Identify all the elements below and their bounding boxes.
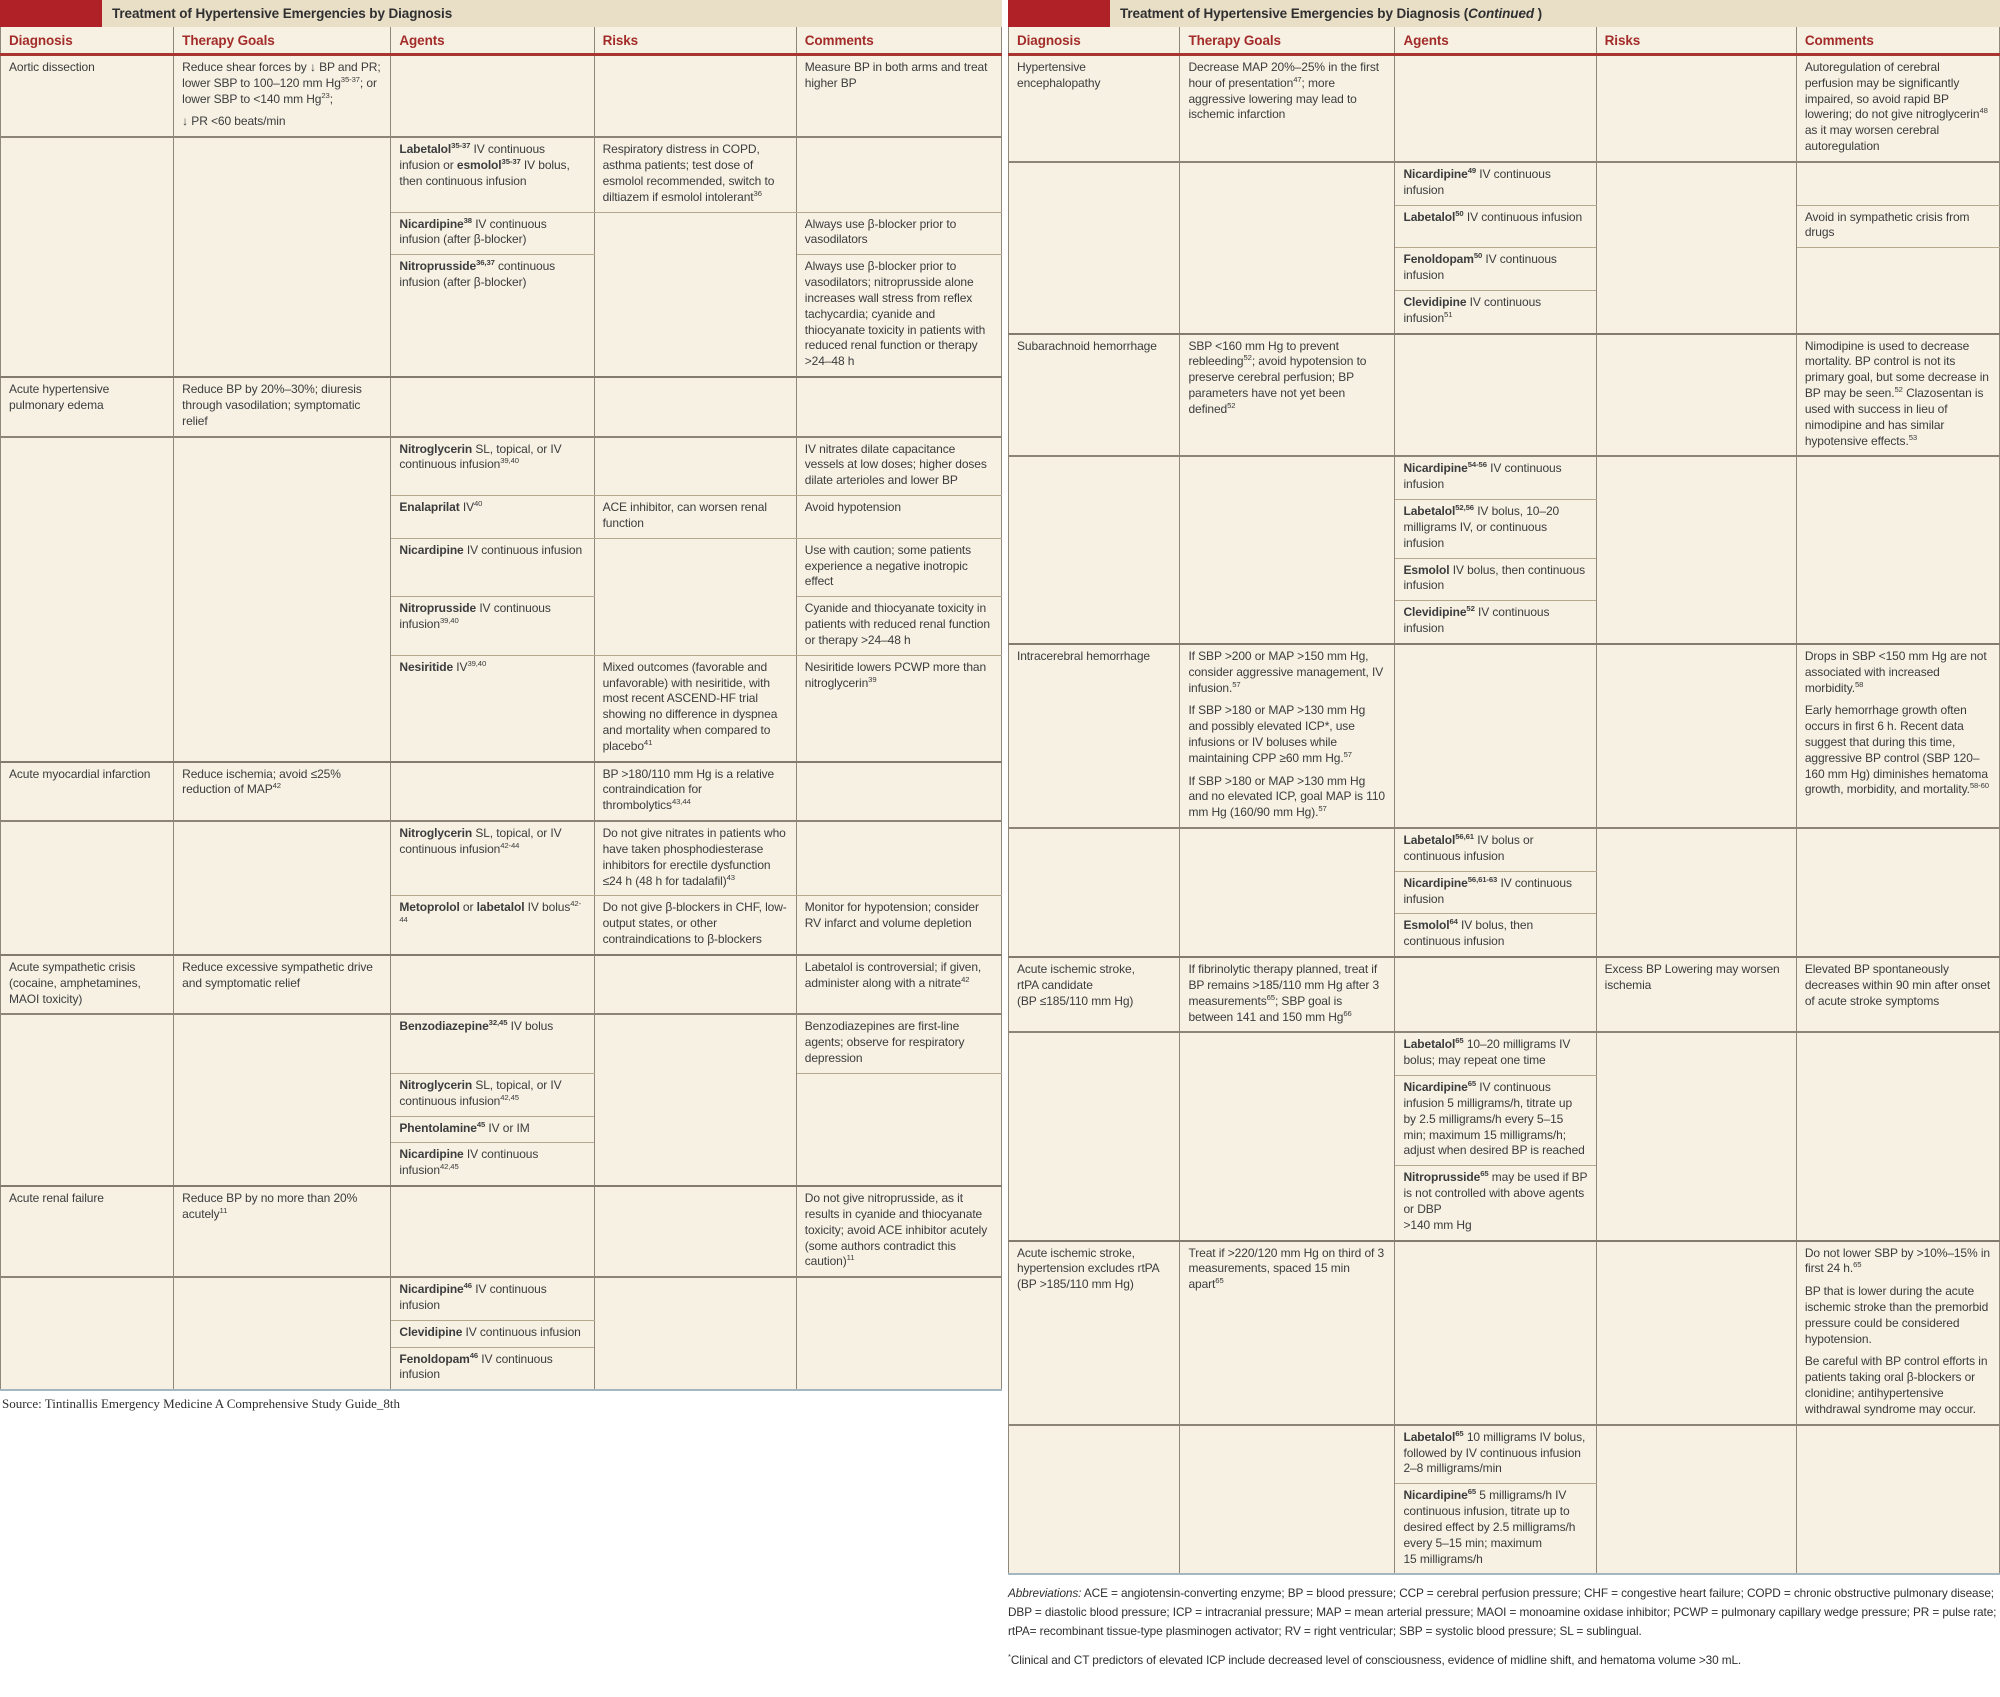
therapy-goals-cell [1180, 456, 1395, 643]
risks-cell [1596, 55, 1796, 162]
diagnosis-cell [1, 1277, 174, 1390]
agents-cell: Labetalol$^{65}$ 10 milligrams IV bolus, followed by IV continuous infusion 2–8 milligrams/min [1395, 1425, 1596, 1484]
agents-cell [391, 762, 594, 821]
agents-cell: Nitroprusside$^{65}$ may be used if BP is not controlled with above agents or DBP >140 mm Hg [1395, 1166, 1596, 1241]
comments-cell: Always use β-blocker prior to vasodilators [796, 212, 1001, 255]
agents-cell: Nicardipine IV continuous infusion$^{42,45}$ [391, 1143, 594, 1186]
agents-cell: Labetalol$^{50}$ IV continuous infusion [1395, 205, 1596, 248]
diagnosis-cell: Hypertensive encephalopathy [1009, 55, 1180, 162]
agent-sub-row [1009, 456, 2000, 499]
therapy-goals-cell: Treat if >220/120 mm Hg on third of 3 measurements, spaced 15 min apart$^{65}$ [1180, 1241, 1395, 1425]
agents-cell: Nicardipine$^{65}$ IV continuous infusion 5 milligrams/h, titrate up by 2.5 milligrams/h every 5–15 min; maximum 15 milligrams/h; adjust when desired BP is reached [1395, 1076, 1596, 1166]
column-header-diagnosis: Diagnosis [1, 27, 174, 55]
therapy-goals-cell [174, 137, 391, 377]
comments-cell: Avoid hypotension [796, 496, 1001, 539]
agents-cell: Clevidipine IV continuous infusion$^{51}$ [1395, 290, 1596, 333]
agents-cell: Nicardipine IV continuous infusion [391, 538, 594, 596]
agent-sub-row [1, 437, 1002, 496]
risks-cell: Do not give nitrates in patients who have taken phosphodiesterase inhibitors for erectile dysfunction ≤24 h (48 h for tadalafil)$^{43}$ [594, 821, 796, 896]
therapy-goals-cell [1180, 162, 1395, 334]
agents-cell: Nicardipine$^{56,61-63}$ IV continuous infusion [1395, 871, 1596, 914]
comments-cell: Autoregulation of cerebral perfusion may be significantly impaired, so avoid rapid BP lowering; do not give nitroglycerin$^{48}$ as it may worsen cerebral autoregulation [1796, 55, 1999, 162]
abbreviations-note: Abbreviations: ACE = angiotensin-converting enzyme; BP = blood pressure; CCP = cerebral perfusion pressure; CHF = congestive heart failure; COPD = chronic obstructive pulmonary disease; DBP = diastolic blood pressure; ICP = intracranial pressure; MAP = mean arterial pressure; MAOI = monoamine oxidase inhibitor; PCWP = pulmonary capillary wedge pressure; PR = pulse rate; rtPA= recombinant tissue-type plasminogen activator; RV = right ventricular; SBP = systolic blood pressure; SL = sublingual. [1008, 1586, 1997, 1639]
agents-cell: Phentolamine$^{45}$ IV or IM [391, 1116, 594, 1143]
risks-cell: Mixed outcomes (favorable and unfavorable) with nesiritide, with most recent ASCEND-HF trial showing no difference in dyspnea and mortality when compared to placebo$^{41}$ [594, 655, 796, 761]
risks-cell [594, 955, 796, 1014]
therapy-goals-cell: Reduce BP by 20%–30%; diuresis through vasodilation; symptomatic relief [174, 377, 391, 436]
agents-cell: Nicardipine$^{65}$ 5 milligrams/h IV continuous infusion, titrate up to desired effect by 2.5 milligrams/h every 5–15 min; maximum 15 milligrams/h [1395, 1484, 1596, 1575]
comments-cell [796, 377, 1001, 436]
risks-cell [594, 1277, 796, 1390]
agent-sub-row [1, 137, 1002, 212]
diagnosis-cell [1009, 828, 1180, 957]
risks-cell: Respiratory distress in COPD, asthma patients; test dose of esmolol recommended, switch to diltiazem if esmolol intolerant$^{36}$ [594, 137, 796, 212]
agents-cell [391, 377, 594, 436]
agents-cell [391, 955, 594, 1014]
table-title [102, 0, 1002, 27]
diagnosis-cell: Aortic dissection [1, 55, 174, 138]
therapy-goals-cell [1180, 1425, 1395, 1575]
agents-cell [391, 1186, 594, 1277]
source-note: Source: Tintinallis Emergency Medicine A Comprehensive Study Guide_8th [2, 1396, 401, 1412]
agents-cell: Clevidipine IV continuous infusion [391, 1320, 594, 1347]
diagnosis-cell: Acute hypertensive pulmonary edema [1, 377, 174, 436]
comments-cell [1796, 162, 1999, 205]
therapy-goals-cell: If fibrinolytic therapy planned, treat if BP remains >185/110 mm Hg after 3 measurements$^{65}$; SBP goal is between 141 and 150 mm Hg$^{66}$ [1180, 957, 1395, 1032]
risks-cell [1596, 1241, 1796, 1425]
agents-cell [391, 55, 594, 138]
diagnosis-cell: Acute myocardial infarction [1, 762, 174, 821]
risks-cell [594, 1014, 796, 1186]
agents-cell: Labetalol$^{56,61}$ IV bolus or continuous infusion [1395, 828, 1596, 871]
risks-cell [1596, 828, 1796, 957]
risks-cell [1596, 1425, 1796, 1575]
risks-cell: Excess BP Lowering may worsen ischemia [1596, 957, 1796, 1032]
therapy-goals-cell: Reduce shear forces by ↓ BP and PR; lower SBP to 100–120 mm Hg$^{35-37}$; or lower SBP to <140 mm Hg$^{23}$; ↓ PR <60 beats/min [174, 55, 391, 138]
table-title-text: Treatment of Hypertensive Emergencies by Diagnosis [1120, 6, 1461, 21]
agents-cell: Metoprolol or labetalol IV bolus$^{42-44}$ [391, 896, 594, 955]
comments-cell [1796, 456, 1999, 643]
risks-cell [594, 212, 796, 377]
risks-cell [1596, 1032, 1796, 1240]
comments-cell: Avoid in sympathetic crisis from drugs [1796, 205, 1999, 248]
comments-cell [796, 762, 1001, 821]
comments-cell [1796, 248, 1999, 334]
comments-cell: Benzodiazepines are first-line agents; observe for respiratory depression [796, 1014, 1001, 1073]
agents-cell: Labetalol$^{35-37}$ IV continuous infusion or esmolol$^{35-37}$ IV bolus, then continuous infusion [391, 137, 594, 212]
therapy-goals-cell: SBP <160 mm Hg to prevent rebleeding$^{52}$; avoid hypotension to preserve cerebral perfusion; BP parameters have not yet been defined$^{52}$ [1180, 334, 1395, 457]
agent-sub-row [1009, 162, 2000, 205]
agents-cell [1395, 55, 1596, 162]
comments-cell: Nimodipine is used to decrease mortality. BP control is not its primary goal, but some decrease in BP may be seen.$^{52}$ Clazosentan is used with success in lieu of nimodipine and has similar hypotensive effects.$^{53}$ [1796, 334, 1999, 457]
diagnosis-main-row [1009, 644, 2000, 828]
risks-cell [1596, 162, 1796, 334]
diagnosis-cell [1, 137, 174, 377]
comments-cell [1796, 1032, 1999, 1240]
agent-sub-row [1, 1277, 1002, 1320]
comments-cell [1796, 1425, 1999, 1575]
diagnosis-main-row [1009, 334, 2000, 457]
therapy-goals-cell: If SBP >200 or MAP >150 mm Hg, consider aggressive management, IV infusion.$^{57}$ If SBP >180 or MAP >130 mm Hg and possibly elevated ICP*, use infusions or IV boluses while maintaining CPP ≥60 mm Hg.$^{57}$ If SBP >180 or MAP >130 mm Hg and no elevated ICP, goal MAP is 110 mm Hg (160/90 mm Hg).$^{57}$ [1180, 644, 1395, 828]
diagnosis-cell [1009, 1425, 1180, 1575]
comments-cell [796, 821, 1001, 896]
agent-sub-row [1, 1014, 1002, 1073]
risks-cell: Do not give β-blockers in CHF, low-output states, or other contraindications to β-blockers [594, 896, 796, 955]
diagnosis-cell: Acute ischemic stroke, hypertension excludes rtPA (BP >185/110 mm Hg) [1009, 1241, 1180, 1425]
red-corner-block [0, 0, 102, 27]
agents-cell: Fenoldopam$^{46}$ IV continuous infusion [391, 1347, 594, 1390]
agents-cell [1395, 957, 1596, 1032]
therapy-goals-cell [174, 821, 391, 955]
risks-cell [1596, 644, 1796, 828]
table-title [1110, 0, 2000, 27]
comments-cell: Always use β-blocker prior to vasodilators; nitroprusside alone increases wall stress from reflex tachycardia; cyanide and thiocyanate toxicity in patients with reduced renal function or therapy >24–48 h [796, 255, 1001, 377]
agents-cell: Nitroglycerin SL, topical, or IV continuous infusion$^{42-44}$ [391, 821, 594, 896]
comments-cell [796, 1277, 1001, 1390]
comments-cell: Cyanide and thiocyanate toxicity in patients with reduced renal function or therapy >24–48 h [796, 597, 1001, 655]
comments-cell: Do not give nitroprusside, as it results in cyanide and thiocyanate toxicity; avoid ACE inhibitor acutely (some authors contradict this caution)$^{11}$ [796, 1186, 1001, 1277]
column-header-comments: Comments [796, 27, 1001, 55]
table-title-bar [0, 0, 1002, 27]
agents-cell: Esmolol IV bolus, then continuous infusion [1395, 558, 1596, 601]
agents-cell [1395, 334, 1596, 457]
agents-cell: Fenoldopam$^{50}$ IV continuous infusion [1395, 248, 1596, 291]
table-title-bar [1008, 0, 2000, 27]
diagnosis-cell [1009, 456, 1180, 643]
column-header-therapy-goals: Therapy Goals [174, 27, 391, 55]
comments-cell: Do not lower SBP by >10%–15% in first 24 h.$^{65}$ BP that is lower during the acute ischemic stroke than the premorbid pressure could be considered hypotension. Be careful with BP control efforts in patients taking oral β-blockers or clonidine; antihypertensive withdrawal syndrome may occur. [1796, 1241, 1999, 1425]
comments-cell: Elevated BP spontaneously decreases within 90 min after onset of acute stroke symptoms [1796, 957, 1999, 1032]
diagnosis-main-row [1, 377, 1002, 436]
diagnosis-cell [1009, 162, 1180, 334]
diagnosis-cell [1, 821, 174, 955]
risks-cell [594, 1186, 796, 1277]
agents-cell: Nitroprusside IV continuous infusion$^{39,40}$ [391, 597, 594, 655]
risks-cell [1596, 334, 1796, 457]
comments-cell: Monitor for hypotension; consider RV infarct and volume depletion [796, 896, 1001, 955]
right-table [1008, 0, 2000, 1670]
treatment-table [1008, 27, 2000, 1575]
diagnosis-cell: Acute ischemic stroke, rtPA candidate (BP ≤185/110 mm Hg) [1009, 957, 1180, 1032]
table-title-text: Treatment of Hypertensive Emergencies by Diagnosis [112, 6, 453, 21]
comments-cell [796, 137, 1001, 212]
column-header-therapy-goals: Therapy Goals [1180, 27, 1395, 55]
agent-sub-row [1009, 828, 2000, 871]
table-title-continued: (Continued ) [1460, 6, 1543, 21]
diagnosis-cell [1009, 1032, 1180, 1240]
diagnosis-cell: Acute renal failure [1, 1186, 174, 1277]
column-header-agents: Agents [1395, 27, 1596, 55]
red-corner-block [1008, 0, 1110, 27]
risks-cell [594, 538, 796, 655]
therapy-goals-cell [1180, 1032, 1395, 1240]
risks-cell: BP >180/110 mm Hg is a relative contraindication for thrombolytics$^{43,44}$ [594, 762, 796, 821]
diagnosis-cell: Intracerebral hemorrhage [1009, 644, 1180, 828]
column-header-risks: Risks [1596, 27, 1796, 55]
agents-cell: Nitroglycerin SL, topical, or IV continuous infusion$^{39,40}$ [391, 437, 594, 496]
agents-cell: Nicardipine$^{46}$ IV continuous infusion [391, 1277, 594, 1320]
agents-cell: Labetalol$^{52,56}$ IV bolus, 10–20 milligrams IV, or continuous infusion [1395, 500, 1596, 558]
agents-cell [1395, 1241, 1596, 1425]
diagnosis-main-row [1, 1186, 1002, 1277]
agents-cell [1395, 644, 1596, 828]
column-header-agents: Agents [391, 27, 594, 55]
therapy-goals-cell [174, 1277, 391, 1390]
comments-cell [796, 1073, 1001, 1186]
diagnosis-main-row [1, 762, 1002, 821]
risks-cell: ACE inhibitor, can worsen renal function [594, 496, 796, 539]
comments-cell: Use with caution; some patients experience a negative inotropic effect [796, 538, 1001, 596]
risks-cell [1596, 456, 1796, 643]
diagnosis-main-row [1, 955, 1002, 1014]
diagnosis-main-row [1, 55, 1002, 138]
comments-cell: Measure BP in both arms and treat higher BP [796, 55, 1001, 138]
diagnosis-cell [1, 437, 174, 762]
therapy-goals-cell [1180, 828, 1395, 957]
icp-footnote: *Clinical and CT predictors of elevated ICP include decreased level of consciousness, evidence of midline shift, and hematoma volume >30 mL. [1008, 1652, 1742, 1668]
comments-cell: Drops in SBP <150 mm Hg are not associated with increased morbidity.$^{58}$ Early hemorrhage growth often occurs in first 6 h. Recent data suggest that during this time, aggressive BP control (SBP 120–160 mm Hg) diminishes hematoma growth, morbidity, and mortality.$^{58-60}$ [1796, 644, 1999, 828]
diagnosis-cell: Acute sympathetic crisis (cocaine, amphetamines, MAOI toxicity) [1, 955, 174, 1014]
column-header-risks: Risks [594, 27, 796, 55]
comments-cell: Nesiritide lowers PCWP more than nitroglycerin$^{39}$ [796, 655, 1001, 761]
therapy-goals-cell: Reduce excessive sympathetic drive and symptomatic relief [174, 955, 391, 1014]
agents-cell: Nicardipine$^{49}$ IV continuous infusion [1395, 162, 1596, 205]
agents-cell: Benzodiazepine$^{32,45}$ IV bolus [391, 1014, 594, 1073]
risks-cell [594, 55, 796, 138]
column-header-row [1, 27, 1002, 55]
agent-sub-row [1009, 1032, 2000, 1075]
diagnosis-main-row [1009, 55, 2000, 162]
column-header-row [1009, 27, 2000, 55]
risks-cell [594, 437, 796, 496]
agents-cell: Esmolol$^{64}$ IV bolus, then continuous infusion [1395, 914, 1596, 957]
agents-cell: Clevidipine$^{52}$ IV continuous infusion [1395, 601, 1596, 644]
therapy-goals-cell: Reduce BP by no more than 20% acutely$^{11}$ [174, 1186, 391, 1277]
therapy-goals-cell [174, 1014, 391, 1186]
agents-cell: Labetalol$^{65}$ 10–20 milligrams IV bolus; may repeat one time [1395, 1032, 1596, 1075]
agent-sub-row [1, 821, 1002, 896]
column-header-diagnosis: Diagnosis [1009, 27, 1180, 55]
column-header-comments: Comments [1796, 27, 1999, 55]
comments-cell: Labetalol is controversial; if given, administer along with a nitrate$^{42}$ [796, 955, 1001, 1014]
agents-cell: Nicardipine$^{54-56}$ IV continuous infusion [1395, 456, 1596, 499]
risks-cell [594, 377, 796, 436]
diagnosis-cell: Subarachnoid hemorrhage [1009, 334, 1180, 457]
agent-sub-row [1009, 1425, 2000, 1484]
diagnosis-cell [1, 1014, 174, 1186]
agents-cell: Nesiritide IV$^{39,40}$ [391, 655, 594, 761]
diagnosis-main-row [1009, 1241, 2000, 1425]
comments-cell: IV nitrates dilate capacitance vessels at low doses; higher doses dilate arterioles and lower BP [796, 437, 1001, 496]
comments-cell [1796, 828, 1999, 957]
agents-cell: Nitroprusside$^{36,37}$ continuous infusion (after β-blocker) [391, 255, 594, 377]
agents-cell: Nicardipine$^{38}$ IV continuous infusion (after β-blocker) [391, 212, 594, 255]
treatment-table [0, 27, 1002, 1391]
left-table [0, 0, 1002, 1412]
therapy-goals-cell: Decrease MAP 20%–25% in the first hour of presentation$^{47}$; more aggressive lowering may lead to ischemic infarction [1180, 55, 1395, 162]
diagnosis-main-row [1009, 957, 2000, 1032]
agents-cell: Enalaprilat IV$^{40}$ [391, 496, 594, 539]
therapy-goals-cell: Reduce ischemia; avoid ≤25% reduction of MAP$^{42}$ [174, 762, 391, 821]
therapy-goals-cell [174, 437, 391, 762]
agents-cell: Nitroglycerin SL, topical, or IV continuous infusion$^{42,45}$ [391, 1073, 594, 1116]
